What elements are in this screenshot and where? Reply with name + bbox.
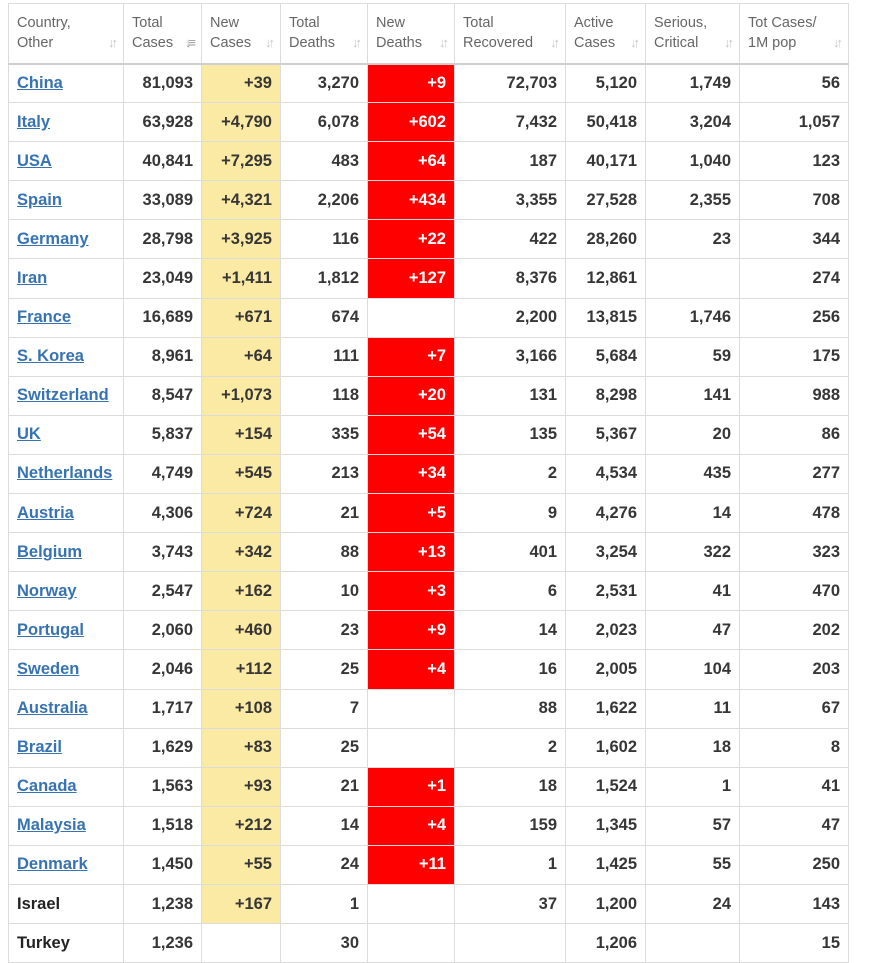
country-cell — [9, 924, 124, 963]
total-deaths-cell: 88 — [281, 533, 368, 572]
total-recovered-cell: 2,200 — [455, 298, 566, 337]
total-cases-cell: 1,450 — [124, 845, 202, 884]
total-deaths-cell: 21 — [281, 494, 368, 533]
table-row — [9, 337, 849, 376]
sort-arrows-icon[interactable]: ↓↑ — [108, 34, 115, 50]
total-recovered-cell: 14 — [455, 611, 566, 650]
header-row — [9, 4, 849, 64]
cases-per-million-header[interactable] — [740, 4, 849, 64]
new-deaths-cell: +602 — [368, 103, 455, 142]
serious-critical-cell — [646, 924, 740, 963]
total-recovered-cell: 422 — [455, 220, 566, 259]
new-cases-cell — [202, 924, 281, 963]
total-cases-cell: 2,547 — [124, 572, 202, 611]
table-row — [9, 689, 849, 728]
serious-critical-cell — [646, 259, 740, 298]
country-link[interactable]: Iran — [17, 269, 48, 288]
country-cell — [9, 611, 124, 650]
country-link[interactable]: UK — [17, 425, 41, 444]
country-link[interactable]: Belgium — [17, 542, 83, 561]
new-cases-cell: +55 — [202, 845, 281, 884]
header-label-line2: Critical — [654, 35, 699, 51]
country-cell — [9, 142, 124, 181]
serious-critical-cell: 1,749 — [646, 64, 740, 103]
header-label-line1: Total — [289, 15, 320, 31]
country-link[interactable]: Brazil — [17, 738, 62, 757]
new-cases-cell: +671 — [202, 298, 281, 337]
total-recovered-cell: 401 — [455, 533, 566, 572]
table-body — [9, 64, 849, 963]
total-deaths-cell: 30 — [281, 924, 368, 963]
active-cases-cell: 1,524 — [566, 767, 646, 806]
country-cell — [9, 728, 124, 767]
country-name: Israel — [17, 894, 61, 913]
country-link[interactable]: Austria — [17, 503, 74, 522]
total-cases-cell: 1,236 — [124, 924, 202, 963]
new-deaths-cell: +1 — [368, 767, 455, 806]
total-cases-cell: 4,306 — [124, 494, 202, 533]
cases-per-million-cell: 250 — [740, 845, 849, 884]
table-row — [9, 572, 849, 611]
cases-per-million-cell: 203 — [740, 650, 849, 689]
active-cases-cell: 4,276 — [566, 494, 646, 533]
total-deaths-cell: 6,078 — [281, 103, 368, 142]
total-cases-cell: 16,689 — [124, 298, 202, 337]
serious-critical-header[interactable] — [646, 4, 740, 64]
total-recovered-header[interactable] — [455, 4, 566, 64]
serious-critical-cell: 11 — [646, 689, 740, 728]
country-link[interactable]: Australia — [17, 699, 88, 718]
active-cases-header[interactable] — [566, 4, 646, 64]
total-cases-cell: 1,563 — [124, 767, 202, 806]
country-cell — [9, 650, 124, 689]
sort-arrows-icon[interactable]: ↓↑ — [352, 34, 359, 50]
total-deaths-cell: 483 — [281, 142, 368, 181]
new-cases-cell: +39 — [202, 64, 281, 103]
total-cases-cell: 8,961 — [124, 337, 202, 376]
cases-per-million-cell: 708 — [740, 181, 849, 220]
active-cases-cell: 3,254 — [566, 533, 646, 572]
cases-per-million-cell: 344 — [740, 220, 849, 259]
new-deaths-cell: +9 — [368, 64, 455, 103]
table-row — [9, 650, 849, 689]
total-deaths-cell: 111 — [281, 337, 368, 376]
new-deaths-cell: +22 — [368, 220, 455, 259]
active-cases-cell: 5,120 — [566, 64, 646, 103]
header-label-line2: 1M pop — [748, 35, 797, 51]
new-deaths-cell: +34 — [368, 454, 455, 493]
total-recovered-cell: 2 — [455, 728, 566, 767]
total-cases-cell: 5,837 — [124, 415, 202, 454]
new-deaths-cell: +13 — [368, 533, 455, 572]
total-deaths-cell: 24 — [281, 845, 368, 884]
cases-per-million-cell: 56 — [740, 64, 849, 103]
cases-per-million-cell: 988 — [740, 376, 849, 415]
serious-critical-cell: 55 — [646, 845, 740, 884]
new-deaths-cell: +4 — [368, 650, 455, 689]
serious-critical-cell: 24 — [646, 884, 740, 923]
total-deaths-cell: 335 — [281, 415, 368, 454]
total-deaths-header[interactable] — [281, 4, 368, 64]
new-cases-cell: +1,073 — [202, 376, 281, 415]
total-deaths-cell: 25 — [281, 728, 368, 767]
active-cases-cell: 27,528 — [566, 181, 646, 220]
table-row — [9, 103, 849, 142]
cases-per-million-cell: 256 — [740, 298, 849, 337]
header-label-line1: Active — [574, 15, 614, 31]
cases-per-million-cell: 8 — [740, 728, 849, 767]
serious-critical-cell: 57 — [646, 806, 740, 845]
country-cell — [9, 845, 124, 884]
table-row — [9, 728, 849, 767]
new-deaths-cell: +3 — [368, 572, 455, 611]
country-cell — [9, 454, 124, 493]
cases-per-million-cell: 274 — [740, 259, 849, 298]
total-cases-header[interactable] — [124, 4, 202, 64]
active-cases-cell: 12,861 — [566, 259, 646, 298]
total-recovered-cell: 131 — [455, 376, 566, 415]
new-cases-cell: +1,411 — [202, 259, 281, 298]
total-deaths-cell: 14 — [281, 806, 368, 845]
header-label-line1: Total — [132, 15, 163, 31]
total-cases-cell: 2,046 — [124, 650, 202, 689]
country-cell — [9, 103, 124, 142]
table-row — [9, 884, 849, 923]
cases-per-million-cell: 47 — [740, 806, 849, 845]
table-header — [9, 4, 849, 64]
cases-per-million-cell: 277 — [740, 454, 849, 493]
new-cases-header[interactable] — [202, 4, 281, 64]
active-cases-cell: 13,815 — [566, 298, 646, 337]
total-recovered-cell: 7,432 — [455, 103, 566, 142]
total-recovered-cell: 9 — [455, 494, 566, 533]
header-label-line1: Serious, — [654, 15, 708, 31]
header-label-line2: Cases — [132, 35, 174, 51]
total-deaths-cell: 116 — [281, 220, 368, 259]
active-cases-cell: 2,531 — [566, 572, 646, 611]
new-cases-cell: +7,295 — [202, 142, 281, 181]
new-cases-cell: +4,790 — [202, 103, 281, 142]
country-cell — [9, 181, 124, 220]
cases-per-million-cell: 41 — [740, 767, 849, 806]
total-cases-cell: 81,093 — [124, 64, 202, 103]
sort-arrows-icon[interactable]: ↓↑ — [833, 34, 840, 50]
country-link[interactable]: Malaysia — [17, 816, 86, 835]
country-link[interactable]: Sweden — [17, 659, 80, 678]
new-deaths-cell — [368, 689, 455, 728]
total-cases-cell: 28,798 — [124, 220, 202, 259]
table-row — [9, 298, 849, 337]
active-cases-cell: 1,345 — [566, 806, 646, 845]
total-cases-cell: 1,238 — [124, 884, 202, 923]
cases-per-million-cell: 175 — [740, 337, 849, 376]
cases-per-million-cell: 15 — [740, 924, 849, 963]
new-deaths-cell: +5 — [368, 494, 455, 533]
table-row — [9, 845, 849, 884]
country-name: Turkey — [17, 933, 70, 952]
total-deaths-cell: 23 — [281, 611, 368, 650]
table-row — [9, 924, 849, 963]
active-cases-cell: 1,622 — [566, 689, 646, 728]
country-cell — [9, 337, 124, 376]
table-row — [9, 806, 849, 845]
cases-per-million-cell: 202 — [740, 611, 849, 650]
total-deaths-cell: 118 — [281, 376, 368, 415]
country-link[interactable]: France — [17, 308, 72, 327]
new-deaths-cell — [368, 884, 455, 923]
active-cases-cell: 1,425 — [566, 845, 646, 884]
new-deaths-cell — [368, 924, 455, 963]
active-cases-cell: 50,418 — [566, 103, 646, 142]
total-deaths-cell: 21 — [281, 767, 368, 806]
table-row — [9, 767, 849, 806]
cases-per-million-cell: 1,057 — [740, 103, 849, 142]
active-cases-cell: 40,171 — [566, 142, 646, 181]
header-label-line1: Country, — [17, 15, 71, 31]
total-cases-cell: 1,717 — [124, 689, 202, 728]
new-deaths-cell: +127 — [368, 259, 455, 298]
country-cell — [9, 533, 124, 572]
serious-critical-cell: 1,040 — [646, 142, 740, 181]
total-deaths-cell: 1 — [281, 884, 368, 923]
new-deaths-cell: +20 — [368, 376, 455, 415]
country-cell — [9, 220, 124, 259]
total-recovered-cell: 1 — [455, 845, 566, 884]
active-cases-cell: 1,206 — [566, 924, 646, 963]
serious-critical-cell: 322 — [646, 533, 740, 572]
country-cell — [9, 298, 124, 337]
total-cases-cell: 2,060 — [124, 611, 202, 650]
total-recovered-cell: 72,703 — [455, 64, 566, 103]
header-label-line2: Cases — [574, 35, 616, 51]
sort-arrows-icon[interactable]: ↓↑ — [630, 34, 637, 50]
country-link[interactable]: Spain — [17, 190, 62, 209]
table-row — [9, 454, 849, 493]
header-label-line2: Recovered — [463, 35, 534, 51]
total-recovered-cell: 6 — [455, 572, 566, 611]
new-deaths-cell: +64 — [368, 142, 455, 181]
cases-per-million-cell: 323 — [740, 533, 849, 572]
country-cell — [9, 494, 124, 533]
serious-critical-cell: 104 — [646, 650, 740, 689]
table-row — [9, 415, 849, 454]
new-deaths-cell: +7 — [368, 337, 455, 376]
total-recovered-cell: 187 — [455, 142, 566, 181]
serious-critical-cell: 41 — [646, 572, 740, 611]
total-deaths-cell: 7 — [281, 689, 368, 728]
sort-arrows-icon[interactable]: ↓↑ — [439, 34, 446, 50]
new-cases-cell: +342 — [202, 533, 281, 572]
cases-per-million-cell: 143 — [740, 884, 849, 923]
total-cases-cell: 1,518 — [124, 806, 202, 845]
country-link[interactable]: Norway — [17, 581, 77, 600]
country-cell — [9, 572, 124, 611]
country-link[interactable]: Switzerland — [17, 386, 109, 405]
cases-per-million-cell: 86 — [740, 415, 849, 454]
header-label-line1: Tot Cases/ — [748, 15, 817, 31]
coronavirus-cases-table — [8, 3, 849, 963]
total-cases-cell: 33,089 — [124, 181, 202, 220]
total-recovered-cell — [455, 924, 566, 963]
country-link[interactable]: Italy — [17, 112, 51, 131]
header-label-line1: New — [210, 15, 240, 31]
serious-critical-cell: 435 — [646, 454, 740, 493]
total-recovered-cell: 135 — [455, 415, 566, 454]
table-row — [9, 142, 849, 181]
total-recovered-cell: 3,355 — [455, 181, 566, 220]
active-cases-cell: 2,023 — [566, 611, 646, 650]
new-cases-cell: +83 — [202, 728, 281, 767]
country-cell — [9, 806, 124, 845]
serious-critical-cell: 3,204 — [646, 103, 740, 142]
total-deaths-cell: 10 — [281, 572, 368, 611]
active-cases-cell: 4,534 — [566, 454, 646, 493]
active-cases-cell: 5,684 — [566, 337, 646, 376]
serious-critical-cell: 47 — [646, 611, 740, 650]
table-row — [9, 376, 849, 415]
new-cases-cell: +167 — [202, 884, 281, 923]
country-cell — [9, 64, 124, 103]
total-recovered-cell: 37 — [455, 884, 566, 923]
active-cases-cell: 1,200 — [566, 884, 646, 923]
total-cases-cell: 8,547 — [124, 376, 202, 415]
header-label-line1: Total — [463, 15, 494, 31]
new-cases-cell: +724 — [202, 494, 281, 533]
country-cell — [9, 884, 124, 923]
serious-critical-cell: 1,746 — [646, 298, 740, 337]
serious-critical-cell: 14 — [646, 494, 740, 533]
new-deaths-cell: +54 — [368, 415, 455, 454]
table-row — [9, 533, 849, 572]
total-deaths-cell: 2,206 — [281, 181, 368, 220]
serious-critical-cell: 1 — [646, 767, 740, 806]
country-link[interactable]: S. Korea — [17, 347, 84, 366]
country-link[interactable]: Netherlands — [17, 464, 113, 483]
new-cases-cell: +545 — [202, 454, 281, 493]
country-cell — [9, 415, 124, 454]
serious-critical-cell: 59 — [646, 337, 740, 376]
new-cases-cell: +460 — [202, 611, 281, 650]
total-recovered-cell: 16 — [455, 650, 566, 689]
cases-per-million-cell: 123 — [740, 142, 849, 181]
country-link[interactable]: Denmark — [17, 855, 88, 874]
active-cases-cell: 5,367 — [566, 415, 646, 454]
total-cases-cell: 23,049 — [124, 259, 202, 298]
new-deaths-header[interactable] — [368, 4, 455, 64]
serious-critical-cell: 141 — [646, 376, 740, 415]
new-cases-cell: +112 — [202, 650, 281, 689]
total-cases-cell: 4,749 — [124, 454, 202, 493]
new-deaths-cell: +434 — [368, 181, 455, 220]
new-cases-cell: +4,321 — [202, 181, 281, 220]
country-link[interactable]: Canada — [17, 777, 77, 796]
new-cases-cell: +212 — [202, 806, 281, 845]
active-cases-cell: 8,298 — [566, 376, 646, 415]
sort-arrows-icon[interactable]: ↓↑ — [265, 34, 272, 50]
header-label-line2: Cases — [210, 35, 252, 51]
header-label-line2: Deaths — [376, 35, 422, 51]
total-recovered-cell: 3,166 — [455, 337, 566, 376]
table-row — [9, 611, 849, 650]
header-label-line1: New — [376, 15, 406, 31]
table-row — [9, 64, 849, 103]
country-link[interactable]: Germany — [17, 229, 89, 248]
country-cell — [9, 767, 124, 806]
header-label-line2: Deaths — [289, 35, 335, 51]
table-row — [9, 220, 849, 259]
total-deaths-cell: 674 — [281, 298, 368, 337]
active-cases-cell: 2,005 — [566, 650, 646, 689]
header-label-line2: Other — [17, 35, 54, 51]
total-recovered-cell: 8,376 — [455, 259, 566, 298]
total-cases-cell: 40,841 — [124, 142, 202, 181]
country-cell — [9, 376, 124, 415]
total-recovered-cell: 2 — [455, 454, 566, 493]
cases-per-million-cell: 470 — [740, 572, 849, 611]
cases-per-million-cell: 478 — [740, 494, 849, 533]
serious-critical-cell: 18 — [646, 728, 740, 767]
country-cell — [9, 689, 124, 728]
new-deaths-cell: +4 — [368, 806, 455, 845]
table-row — [9, 181, 849, 220]
total-cases-cell: 63,928 — [124, 103, 202, 142]
total-deaths-cell: 213 — [281, 454, 368, 493]
total-deaths-cell: 1,812 — [281, 259, 368, 298]
table-row — [9, 259, 849, 298]
total-cases-cell: 1,629 — [124, 728, 202, 767]
sort-descending-icon[interactable]: ↓≡ — [184, 34, 193, 50]
country-link[interactable]: China — [17, 73, 63, 92]
total-cases-cell: 3,743 — [124, 533, 202, 572]
total-deaths-cell: 3,270 — [281, 64, 368, 103]
country-header[interactable] — [9, 4, 124, 64]
serious-critical-cell: 2,355 — [646, 181, 740, 220]
new-cases-cell: +108 — [202, 689, 281, 728]
new-deaths-cell: +11 — [368, 845, 455, 884]
sort-arrows-icon[interactable]: ↓↑ — [724, 34, 731, 50]
active-cases-cell: 28,260 — [566, 220, 646, 259]
new-cases-cell: +3,925 — [202, 220, 281, 259]
active-cases-cell: 1,602 — [566, 728, 646, 767]
total-recovered-cell: 159 — [455, 806, 566, 845]
sort-arrows-icon[interactable]: ↓↑ — [550, 34, 557, 50]
total-deaths-cell: 25 — [281, 650, 368, 689]
new-cases-cell: +64 — [202, 337, 281, 376]
total-recovered-cell: 18 — [455, 767, 566, 806]
serious-critical-cell: 20 — [646, 415, 740, 454]
cases-per-million-cell: 67 — [740, 689, 849, 728]
new-cases-cell: +154 — [202, 415, 281, 454]
new-deaths-cell — [368, 298, 455, 337]
country-cell — [9, 259, 124, 298]
country-link[interactable]: USA — [17, 151, 52, 170]
serious-critical-cell: 23 — [646, 220, 740, 259]
new-deaths-cell: +9 — [368, 611, 455, 650]
new-cases-cell: +162 — [202, 572, 281, 611]
new-deaths-cell — [368, 728, 455, 767]
table-row — [9, 494, 849, 533]
new-cases-cell: +93 — [202, 767, 281, 806]
country-link[interactable]: Portugal — [17, 620, 84, 639]
total-recovered-cell: 88 — [455, 689, 566, 728]
